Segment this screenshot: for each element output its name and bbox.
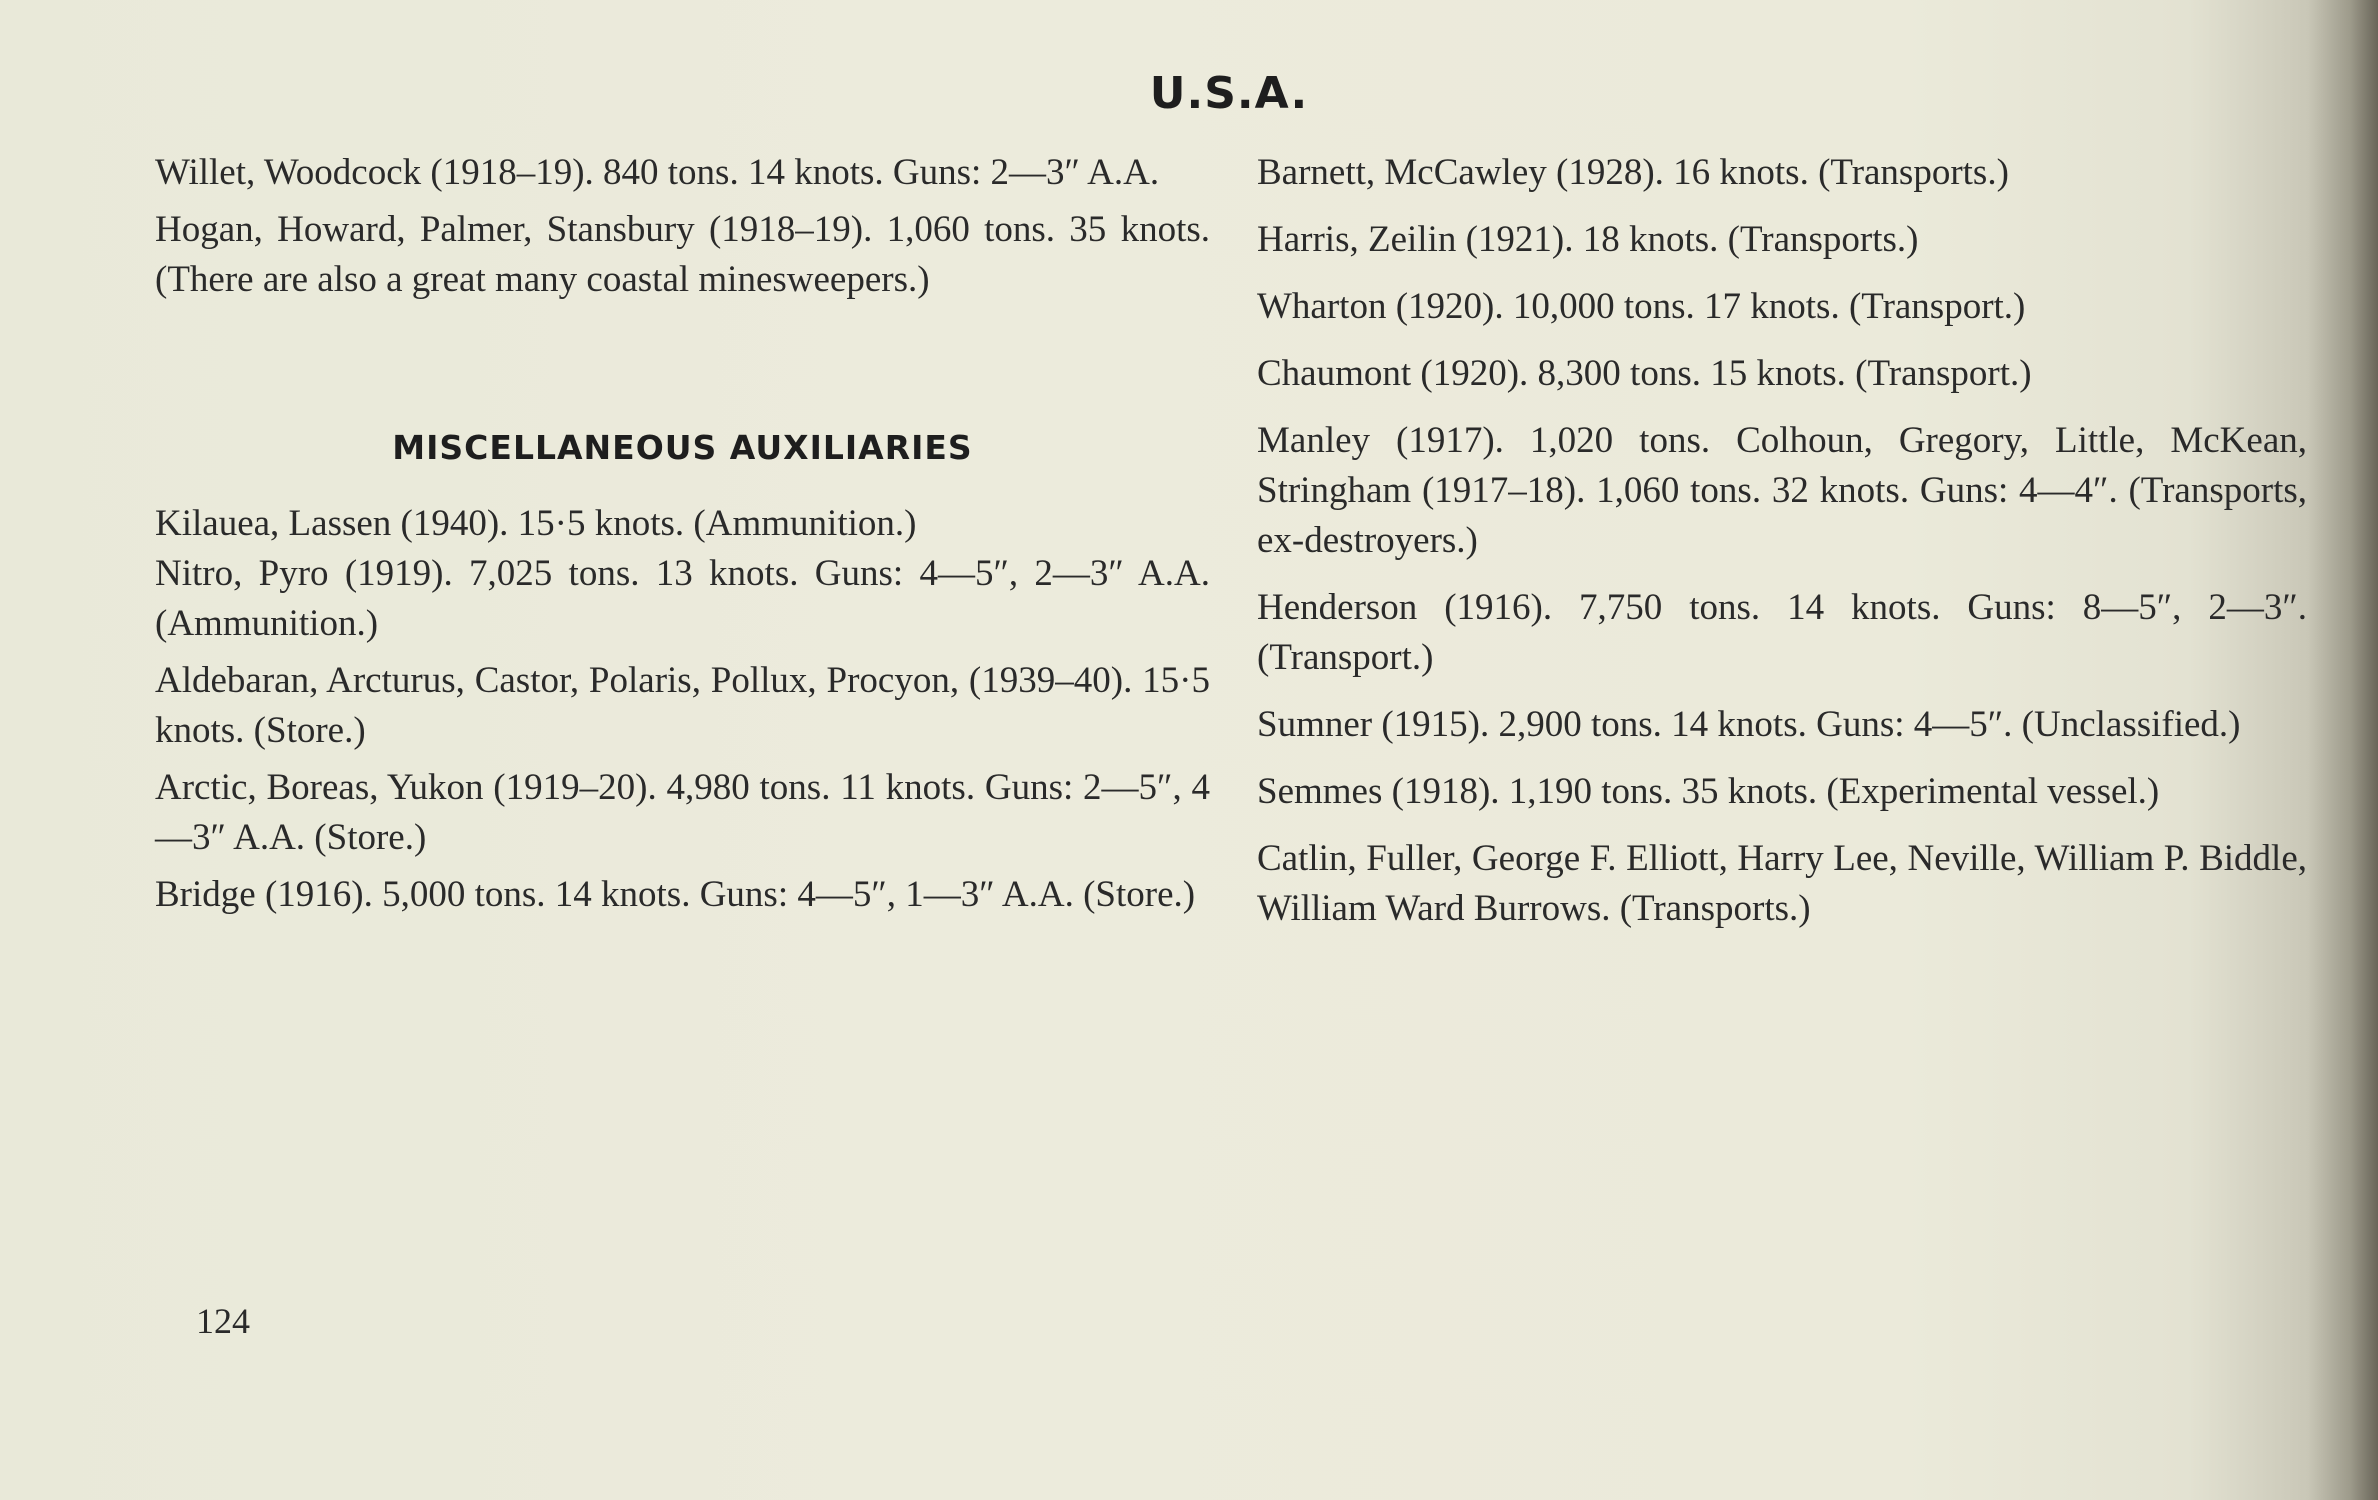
right-entry: Catlin, Fuller, George F. Elliott, Harry Lee, Neville, William P. Biddle, William Ward Burrows. (Transports.) xyxy=(1257,838,2307,929)
page-number: 124 xyxy=(196,1301,250,1341)
auxiliary-entry: Arctic, Boreas, Yukon (1919–20). 4,980 tons. 11 knots. Guns: 2—5″, 4—3″ A.A. (Store.) xyxy=(155,767,1210,858)
left-entry: Willet, Woodcock (1918–19). 840 tons. 14 knots. Guns: 2—3″ A.A. xyxy=(155,152,1160,193)
right-entry: Barnett, McCawley (1928). 16 knots. (Transports.) xyxy=(1257,152,2009,193)
right-column xyxy=(1257,148,2307,951)
page-header: U.S.A. xyxy=(1149,68,1309,119)
left-column xyxy=(155,148,1210,927)
right-entry: Henderson (1916). 7,750 tons. 14 knots. Guns: 8—5″, 2—3″. (Transport.) xyxy=(1257,587,2307,678)
right-entry: Wharton (1920). 10,000 tons. 17 knots. (Transport.) xyxy=(1257,286,2026,327)
right-entry: Harris, Zeilin (1921). 18 knots. (Transports.) xyxy=(1257,219,1919,260)
right-entry: Semmes (1918). 1,190 tons. 35 knots. (Experimental vessel.) xyxy=(1257,771,2160,812)
section-title: MISCELLANEOUS AUXILIARIES xyxy=(392,428,973,467)
right-entry: Sumner (1915). 2,900 tons. 14 knots. Guns: 4—5″. (Unclassified.) xyxy=(1257,704,2241,745)
auxiliary-entry: Nitro, Pyro (1919). 7,025 tons. 13 knots. Guns: 4—5″, 2—3″ A.A. (Ammunition.) xyxy=(155,553,1210,644)
left-entry: Hogan, Howard, Palmer, Stansbury (1918–19). 1,060 tons. 35 knots. (There are also a great many coastal minesweepers.) xyxy=(155,209,1210,300)
auxiliary-entry: Aldebaran, Arcturus, Castor, Polaris, Pollux, Procyon, (1939–40). 15·5 knots. (Store.) xyxy=(155,660,1210,751)
right-entry: Chaumont (1920). 8,300 tons. 15 knots. (Transport.) xyxy=(1257,353,2032,394)
right-entry: Manley (1917). 1,020 tons. Colhoun, Gregory, Little, McKean, Stringham (1917–18). 1,060 tons. 32 knots. Guns: 4—4″. (Transports, ex-destroyers.) xyxy=(1257,420,2307,561)
auxiliary-entry: Bridge (1916). 5,000 tons. 14 knots. Guns: 4—5″, 1—3″ A.A. (Store.) xyxy=(155,874,1196,915)
page-edge-shadow xyxy=(2308,0,2378,1500)
auxiliary-entry: Kilauea, Lassen (1940). 15·5 knots. (Ammunition.) xyxy=(155,503,917,544)
